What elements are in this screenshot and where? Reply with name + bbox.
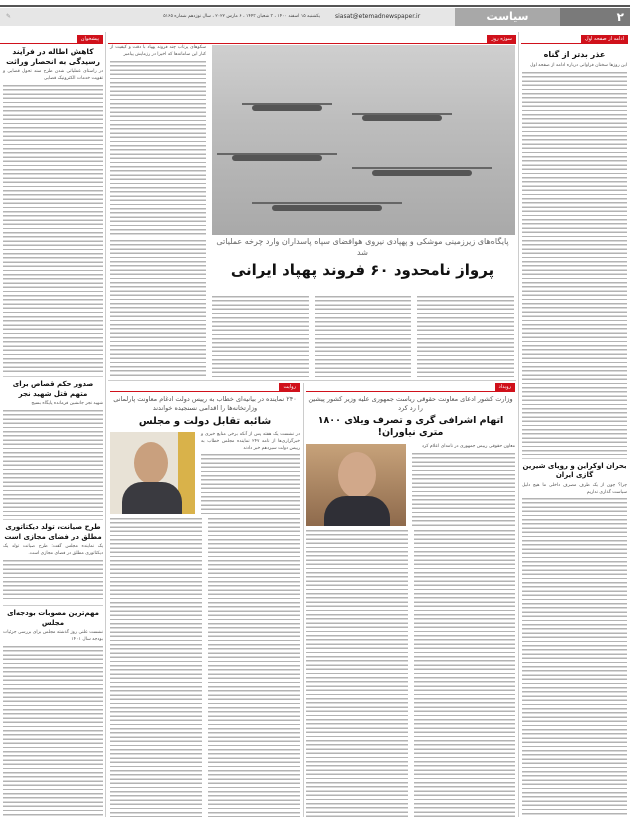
article-title[interactable]: عذر بدتر از گناه	[543, 50, 606, 59]
photo-row	[110, 432, 300, 514]
article-lead: این روزها سخنان فراوانی درباره ادامه از صفحه اول	[530, 62, 627, 68]
article-body	[208, 518, 300, 817]
portrait-photo	[110, 432, 195, 514]
article-title[interactable]: صدور حکم قصاص برای متهم قتل شهید نجر	[12, 380, 94, 398]
article-title[interactable]: بحران اوکراین و رویای شیرین گازی ایران	[522, 462, 627, 480]
portrait-photo	[306, 444, 406, 526]
drone-icon	[232, 155, 322, 161]
article-lead: در نشست یک هفته پس از آنکه برخی منابع خبری و خبرگزاری‌ها از نامه ۲۴۷ نماینده مجلس خطاب به رییس دولت سیزدهم خبر دادند	[201, 432, 300, 451]
drone-icon	[372, 170, 472, 176]
article-lead: در راستای عملیاتی شدن طرح سند تحول قضایی و تقویت خدمات الکترونیک قضایی	[3, 69, 103, 81]
article-lead: سکوهای پرتاب چند فروند پهپاد با دقت و کیفیت از کنار این سامانه‌ها که اخیرا در رزمایش پیامبر	[110, 45, 206, 57]
section-divider	[108, 380, 516, 381]
drone-wing	[252, 202, 402, 204]
article-lead: یک نماینده مجلس گفت: طرح صیانت تولد یک دیکتاتوری مطلق در فضای مجازی است.	[3, 544, 103, 557]
article-body	[110, 61, 206, 236]
article-body	[414, 530, 516, 817]
article-body	[201, 454, 300, 514]
article-title[interactable]: مهم‌ترین مصوبات بودجه‌ای مجلس	[7, 609, 99, 627]
photo-row	[306, 444, 515, 526]
divider	[3, 376, 103, 377]
label-bar	[521, 35, 628, 44]
main-subheadline: پایگاه‌های زیرزمینی موشکی و پهپادی نیروی هوافضای سپاه پاسداران وارد چرخه عملیاتی شد	[216, 237, 509, 257]
article-body	[3, 85, 103, 373]
email-link[interactable]: siasat@etemadnewspaper.ir	[335, 13, 421, 20]
drone-icon	[362, 115, 442, 121]
article-body	[412, 453, 515, 526]
article-lead: چرا؟ چون از یک طرف مصرف داخلی ما هیچ دلیل سیاست گذاری نداریم	[522, 482, 627, 495]
article-headline[interactable]: شائبه تقابل دولت و مجلس	[138, 415, 272, 427]
top-rule	[0, 5, 630, 7]
section-label-pishkhan: پیشخوان	[77, 35, 103, 43]
main-headline[interactable]: پرواز نامحدود ۶۰ فروند پهپاد ایرانی	[230, 260, 495, 279]
article-body	[3, 646, 103, 817]
column-divider	[105, 32, 106, 817]
article	[306, 395, 515, 817]
article	[3, 609, 103, 817]
article	[3, 47, 103, 373]
section-label-revayat: روایت	[279, 383, 300, 391]
article-subheadline: وزارت کشور ادعای معاونت حقوقی ریاست جمهوری علیه وزیر کشور پیشین را رد کرد	[308, 395, 513, 412]
divider	[3, 605, 103, 606]
drone-wing	[352, 167, 492, 169]
article-body	[315, 296, 412, 378]
drone-icon	[272, 205, 382, 211]
date-line: یکشنبه ۱۵ اسفند ۱۴۰۰ ، ۳ شعبان ۱۴۴۳ ، ۶ مارس ۲۰۲۲ ، سال نوزدهم شماره ۵۱۶۵	[163, 14, 320, 19]
face-shape	[338, 452, 376, 498]
article-lead: شهید نجر جانشین فرمانده پایگاه بسیج	[31, 400, 103, 406]
article-body	[522, 72, 627, 455]
face-shape	[134, 442, 168, 484]
article-body	[417, 296, 514, 378]
label-bar	[108, 35, 516, 44]
drone-wing	[242, 103, 332, 105]
suit-shape	[324, 496, 390, 526]
article	[110, 395, 300, 817]
article-body	[212, 296, 309, 378]
article-body	[110, 240, 206, 378]
article	[522, 462, 627, 817]
article	[3, 380, 103, 516]
article-body	[522, 498, 627, 817]
drone-wing	[217, 153, 337, 155]
section-label-soje-rooz: سوژه روز	[487, 35, 516, 43]
article-intro	[412, 444, 515, 526]
drone-icon	[252, 105, 322, 111]
drone-wing	[352, 113, 452, 115]
drones-photo	[212, 45, 515, 235]
article-columns	[110, 518, 300, 817]
left-column	[3, 47, 103, 817]
page-number: ۲	[560, 8, 630, 26]
article-lead: معاون حقوقی رییس جمهوری در نامه‌ای اعلام کرد	[421, 444, 515, 450]
label-bar	[110, 383, 300, 392]
article-body	[3, 560, 103, 603]
newspaper-logo: ✎	[6, 13, 12, 20]
section-label-rooydad: رویداد	[495, 383, 515, 391]
column-divider	[303, 383, 304, 817]
column-divider	[518, 32, 519, 817]
divider	[3, 519, 103, 520]
article-title[interactable]: طرح صیانت، تولد دیکتاتوری مطلق در فضای مجازی است	[4, 523, 102, 541]
section-label-continued: ادامه از صفحه اول	[581, 35, 628, 43]
article	[522, 50, 627, 455]
label-bar	[306, 383, 515, 392]
main-heading-block	[210, 237, 515, 291]
right-column	[522, 50, 627, 817]
article-columns	[306, 530, 515, 817]
article-intro	[201, 432, 300, 514]
article-body	[3, 410, 103, 517]
article	[3, 523, 103, 602]
article-subheadline: ۲۴۰ نماینده در بیانیه‌ای خطاب به رییس دولت ادغام معاونت پارلمانی وزارتخانه‌ها را اقدامی نسنجیده خواندند	[113, 395, 297, 412]
article-body	[110, 518, 202, 817]
article-lead: نشست علنی روز گذشته مجلس برای بررسی جزئیات بودجه سال ۱۴۰۱	[3, 630, 103, 643]
label-bar	[0, 35, 103, 44]
main-article-columns	[212, 296, 514, 378]
article	[110, 45, 206, 235]
divider	[522, 458, 627, 459]
section-title: سیاست	[455, 8, 560, 26]
article-body	[306, 530, 408, 817]
article-headline[interactable]: اتهام اشرافی گری و تصرف ویلای ۱۸۰۰ متری نیاوران!	[317, 414, 504, 439]
article-title[interactable]: کاهش اطاله در فرآیند رسیدگی به انحصار وراثت	[6, 47, 100, 67]
suit-shape	[122, 482, 182, 514]
